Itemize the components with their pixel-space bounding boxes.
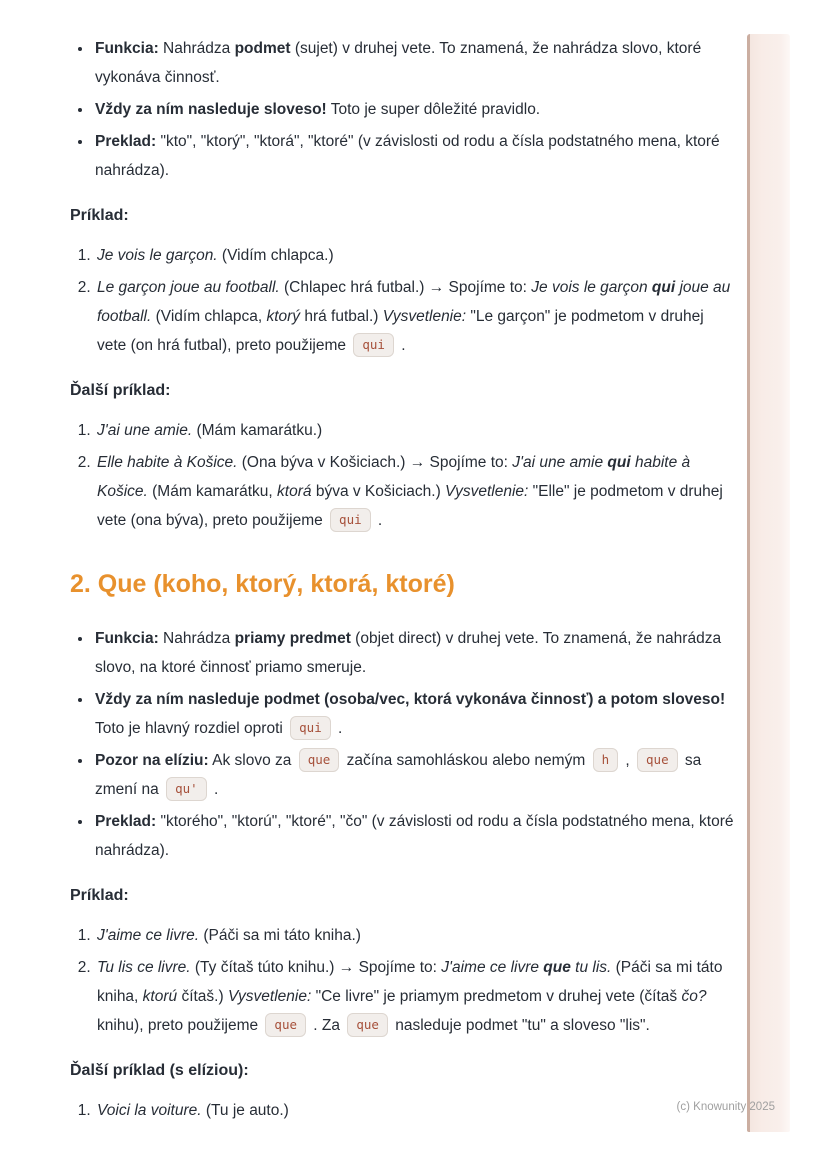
text-segment: nasleduje podmet "tu" a sloveso "lis".: [390, 1017, 650, 1034]
text-segment: býva v Košiciach.): [311, 483, 446, 500]
text-segment: Vysvetlenie:: [227, 988, 312, 1005]
text-segment: Pozor na elíziu:: [95, 752, 209, 769]
text-segment: Toto je super dôležité pravidlo.: [326, 101, 541, 118]
text-segment: (Vidím chlapca,: [151, 308, 267, 325]
text-segment: Preklad:: [95, 133, 157, 150]
text-segment: ktorú: [142, 988, 178, 1005]
inline-code-chip: qui: [290, 716, 331, 740]
text-segment: .: [373, 512, 383, 529]
text-segment: (Páči sa mi táto kniha,: [97, 959, 723, 1005]
list-item: [95, 416, 736, 445]
list-item: [93, 95, 736, 124]
list-item: [93, 127, 736, 185]
text-segment: sa zmení na: [95, 752, 702, 798]
list-item: [93, 746, 736, 804]
text-segment: "Ce livre" je priamym predmetom v druhej vete (čítaš: [311, 988, 682, 1005]
document-content: [70, 34, 736, 1128]
inline-code-chip: qu': [166, 777, 207, 801]
text-segment: Vysvetlenie:: [445, 483, 529, 500]
text-segment: "ktorého", "ktorú", "ktoré", "čo" (v závislosti od rodu a čísla podstatného mena, ktoré nahrádza).: [95, 813, 734, 859]
text-segment: J'ai une amie.: [97, 422, 193, 439]
text-segment: J'ai une amie: [512, 454, 608, 471]
text-segment: Preklad:: [95, 813, 157, 830]
text-segment: priamy predmet: [234, 630, 351, 647]
text-segment: "Le garçon" je podmetom v druhej vete (on hrá futbal), preto použijeme: [97, 308, 704, 354]
inline-code-chip: que: [299, 748, 340, 772]
list-item: [95, 241, 736, 270]
example-label: Príklad:: [70, 207, 129, 224]
section-heading-que: 2. Que (koho, ktorý, ktorá, ktoré): [70, 570, 455, 598]
text-segment: Nahrádza: [158, 40, 235, 57]
text-segment: (sujet) v druhej vete. To znamená, že nahrádza slovo, ktoré vykonáva činnosť.: [95, 40, 702, 86]
text-segment: Nahrádza: [158, 630, 235, 647]
text-segment: Voici la voiture.: [97, 1102, 202, 1119]
text-segment: začína samohláskou alebo nemým: [342, 752, 590, 769]
text-segment: Toto je hlavný rozdiel oproti: [95, 720, 288, 737]
text-segment: joue au football.: [97, 279, 731, 325]
text-segment: Ak slovo za: [208, 752, 296, 769]
list-item: [93, 807, 736, 865]
text-segment: . Za: [309, 1017, 345, 1034]
que-example-list: [70, 921, 736, 1040]
text-segment: .: [333, 720, 343, 737]
inline-code-chip: h: [593, 748, 619, 772]
text-segment: habite à Košice.: [97, 454, 691, 500]
text-segment: (Mám kamarátku.): [192, 422, 323, 439]
text-segment: Vždy za ním nasleduje sloveso!: [95, 101, 327, 118]
text-segment: čítaš.): [177, 988, 228, 1005]
text-segment: (Ona býva v Košiciach.) → Spojíme to:: [237, 454, 513, 471]
text-segment: (Ty čítaš túto knihu.) → Spojíme to:: [190, 959, 442, 976]
list-item: [95, 273, 736, 360]
decorative-page-strip: [747, 34, 790, 1132]
inline-code-chip: qui: [353, 333, 394, 357]
text-segment: (Chlapec hrá futbal.) → Spojíme to:: [279, 279, 532, 296]
inline-code-chip: que: [637, 748, 678, 772]
text-segment: .: [209, 781, 219, 798]
text-segment: J'aime ce livre: [441, 959, 544, 976]
text-segment: Vždy za ním nasleduje podmet (osoba/vec, ktorá vykonáva činnosť) a potom sloveso!: [95, 691, 726, 708]
list-item: [95, 953, 736, 1040]
watermark: (c) Knowunity 2025: [676, 1101, 775, 1113]
list-item: [93, 34, 736, 92]
text-segment: tu lis.: [570, 959, 612, 976]
list-item: [95, 448, 736, 535]
list-item: [95, 921, 736, 950]
list-item: [93, 624, 736, 682]
text-segment: Funkcia:: [95, 40, 159, 57]
text-segment: Elle habite à Košice.: [97, 454, 238, 471]
que-properties-list: [70, 624, 736, 865]
text-segment: (objet direct) v druhej vete. To znamená, že nahrádza slovo, na ktoré činnosť priamo smeruje.: [95, 630, 722, 676]
text-segment: qui: [651, 279, 676, 296]
text-segment: (Mám kamarátku,: [147, 483, 278, 500]
text-segment: "kto", "ktorý", "ktorá", "ktoré" (v závislosti od rodu a čísla podstatného mena, ktoré nahrádza).: [95, 133, 720, 179]
text-segment: que: [543, 959, 571, 976]
text-segment: Le garçon joue au football.: [97, 279, 280, 296]
text-segment: (Tu je auto.): [201, 1102, 289, 1119]
text-segment: čo?: [681, 988, 707, 1005]
text-segment: Vysvetlenie:: [382, 308, 467, 325]
elision-example-list: [70, 1096, 736, 1125]
text-segment: Je vois le garçon.: [97, 247, 218, 264]
text-segment: .: [396, 337, 406, 354]
list-item: [93, 685, 736, 743]
list-item: [95, 1096, 736, 1125]
qui-properties-list: [70, 34, 736, 185]
text-segment: Tu lis ce livre.: [97, 959, 191, 976]
text-segment: qui: [607, 454, 631, 471]
text-segment: podmet: [234, 40, 291, 57]
text-segment: Je vois le garçon: [531, 279, 652, 296]
qui-example-list-2: [70, 416, 736, 535]
text-segment: ktorá: [277, 483, 312, 500]
text-segment: ktorý: [266, 308, 301, 325]
inline-code-chip: que: [265, 1013, 306, 1037]
example-label-2: Príklad:: [70, 887, 129, 904]
next-example-label: Ďalší príklad:: [70, 382, 171, 399]
text-segment: "Elle" je podmetom v druhej vete (ona býva), preto použijeme: [97, 483, 723, 529]
text-segment: ,: [621, 752, 635, 769]
text-segment: Funkcia:: [95, 630, 159, 647]
inline-code-chip: qui: [330, 508, 371, 532]
text-segment: J'aime ce livre.: [97, 927, 200, 944]
inline-code-chip: que: [347, 1013, 388, 1037]
text-segment: (Páči sa mi táto kniha.): [199, 927, 361, 944]
text-segment: hrá futbal.): [300, 308, 383, 325]
elision-example-label: Ďalší príklad (s elíziou):: [70, 1062, 249, 1079]
qui-example-list: [70, 241, 736, 360]
text-segment: (Vidím chlapca.): [217, 247, 334, 264]
text-segment: knihu), preto použijeme: [97, 1017, 263, 1034]
